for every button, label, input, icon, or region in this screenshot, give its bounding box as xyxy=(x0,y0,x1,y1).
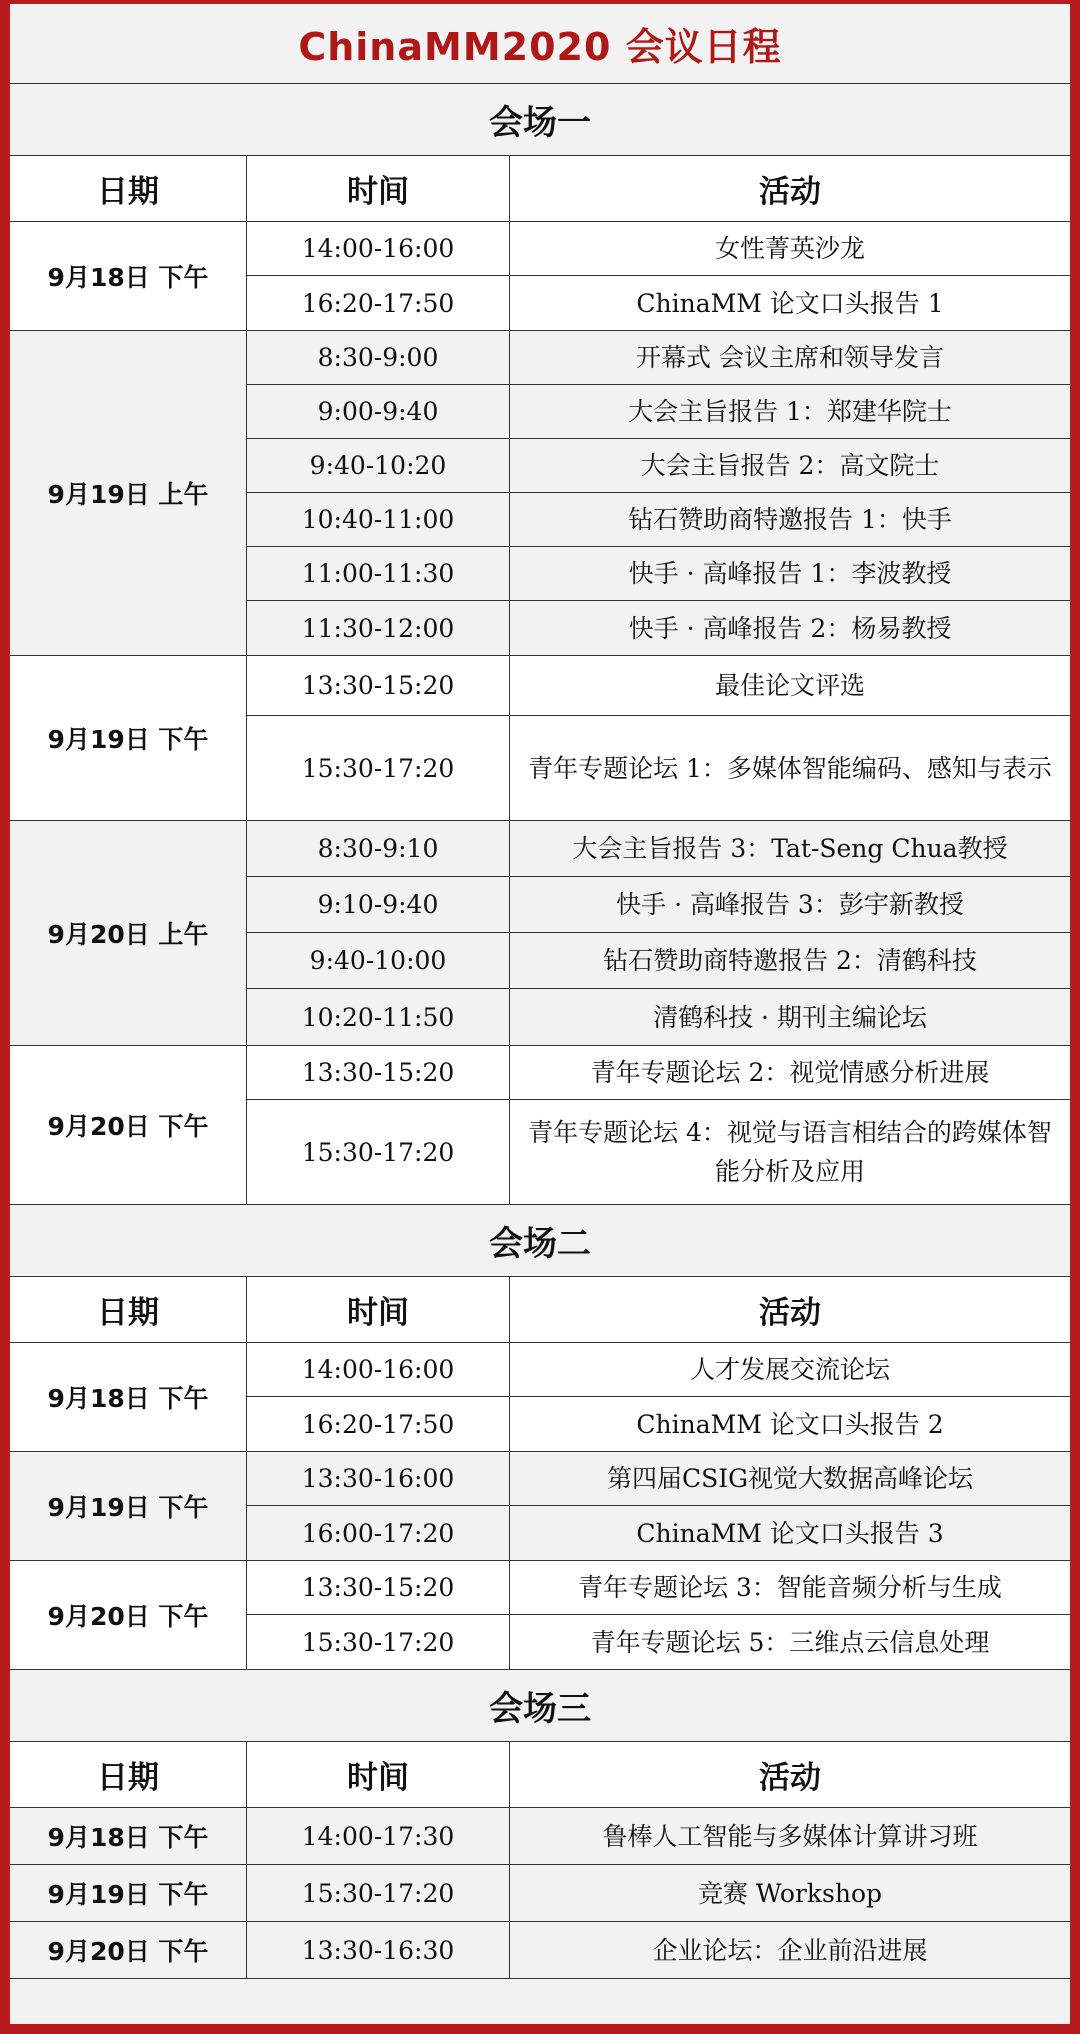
table-row xyxy=(247,656,1070,716)
session-time: 8:30-9:10 xyxy=(247,821,510,876)
table-header-row xyxy=(10,1742,1070,1808)
header-date: 日期 xyxy=(10,156,247,221)
header-time: 时间 xyxy=(247,1742,510,1807)
schedule-sheet xyxy=(10,4,1070,2023)
session-activity: 青年专题论坛 4：视觉与语言相结合的跨媒体智能分析及应用 xyxy=(528,1118,1052,1186)
table-row xyxy=(247,1343,1070,1397)
session-time: 13:30-16:00 xyxy=(247,1452,510,1505)
table-row xyxy=(247,821,1070,877)
table-row xyxy=(247,1397,1070,1451)
session-time: 11:00-11:30 xyxy=(247,547,510,600)
session-time: 14:00-16:00 xyxy=(247,1343,510,1396)
session-rows xyxy=(247,821,1070,1045)
table-row xyxy=(247,439,1070,493)
session-activity: 青年专题论坛 3：智能音频分析与生成 xyxy=(578,1573,1002,1602)
session-activity: 青年专题论坛 5：三维点云信息处理 xyxy=(590,1627,990,1657)
date-group xyxy=(10,656,1070,821)
session-rows xyxy=(247,1865,1070,1921)
session-rows xyxy=(247,656,1070,820)
table-row xyxy=(247,1561,1070,1615)
date-group xyxy=(10,1046,1070,1205)
table-row xyxy=(247,1808,1070,1864)
table-row xyxy=(247,1046,1070,1100)
venue-heading: 会场三 xyxy=(10,1670,1070,1742)
table-row xyxy=(247,1506,1070,1560)
session-date: 9月18日 下午 xyxy=(10,1343,247,1451)
session-activity: 清鹤科技 · 期刊主编论坛 xyxy=(653,1002,927,1032)
table-row xyxy=(247,989,1070,1045)
session-activity: 女性菁英沙龙 xyxy=(714,234,865,263)
session-activity: 大会主旨报告 3：Tat-Seng Chua教授 xyxy=(572,834,1008,863)
header-date: 日期 xyxy=(10,1277,247,1342)
session-rows xyxy=(247,1343,1070,1451)
session-time: 15:30-17:20 xyxy=(247,716,510,820)
session-activity: 开幕式 会议主席和领导发言 xyxy=(636,343,944,372)
session-rows xyxy=(247,1808,1070,1864)
session-date: 9月19日 下午 xyxy=(10,1865,247,1921)
date-group xyxy=(10,1865,1070,1922)
table-header-row xyxy=(10,1277,1070,1343)
date-group xyxy=(10,1808,1070,1865)
venues-container xyxy=(10,84,1070,1979)
session-time: 10:20-11:50 xyxy=(247,989,510,1045)
date-group xyxy=(10,331,1070,656)
footer-gap xyxy=(10,1979,1070,2023)
table-row xyxy=(247,276,1070,330)
session-time: 14:00-17:30 xyxy=(247,1808,510,1864)
session-activity: 青年专题论坛 1：多媒体智能编码、感知与表示 xyxy=(528,753,1052,783)
session-activity: 第四届CSIG视觉大数据高峰论坛 xyxy=(606,1464,974,1493)
session-time: 10:40-11:00 xyxy=(247,493,510,546)
date-group xyxy=(10,821,1070,1046)
table-row xyxy=(247,1452,1070,1506)
session-rows xyxy=(247,1561,1070,1669)
header-activity: 活动 xyxy=(759,1295,821,1331)
session-time: 11:30-12:00 xyxy=(247,601,510,655)
table-row xyxy=(247,1100,1070,1204)
table-row xyxy=(247,1922,1070,1978)
header-date: 日期 xyxy=(10,1742,247,1807)
header-activity: 活动 xyxy=(759,1760,821,1796)
session-activity: 竞赛 Workshop xyxy=(697,1878,883,1908)
date-group xyxy=(10,1343,1070,1452)
session-date: 9月20日 下午 xyxy=(10,1561,247,1669)
session-activity: 快手 · 高峰报告 3：彭宇新教授 xyxy=(616,890,964,919)
table-row xyxy=(247,331,1070,385)
session-activity: 企业论坛：企业前沿进展 xyxy=(652,1935,928,1965)
session-rows xyxy=(247,222,1070,330)
table-row xyxy=(247,547,1070,601)
session-activity: ChinaMM 论文口头报告 1 xyxy=(636,288,944,318)
session-activity: 大会主旨报告 1：郑建华院士 xyxy=(628,397,952,426)
session-activity: 人才发展交流论坛 xyxy=(689,1355,890,1384)
session-date: 9月18日 下午 xyxy=(10,1808,247,1864)
session-activity: 快手 · 高峰报告 1：李波教授 xyxy=(628,559,952,588)
session-rows xyxy=(247,331,1070,655)
session-time: 9:10-9:40 xyxy=(247,877,510,932)
session-activity: 大会主旨报告 2：高文院士 xyxy=(640,451,940,480)
date-group xyxy=(10,1452,1070,1561)
session-rows xyxy=(247,1046,1070,1204)
session-activity: 鲁棒人工智能与多媒体计算讲习班 xyxy=(602,1821,978,1851)
table-row xyxy=(247,1865,1070,1921)
session-date: 9月20日 上午 xyxy=(10,821,247,1045)
session-activity: 钻石赞助商特邀报告 2：清鹤科技 xyxy=(603,946,977,975)
session-time: 14:00-16:00 xyxy=(247,222,510,275)
session-time: 9:40-10:20 xyxy=(247,439,510,492)
session-time: 16:20-17:50 xyxy=(247,276,510,330)
session-date: 9月20日 下午 xyxy=(10,1922,247,1978)
date-group xyxy=(10,1561,1070,1670)
table-row xyxy=(247,385,1070,439)
session-time: 13:30-15:20 xyxy=(247,1046,510,1099)
table-row xyxy=(247,933,1070,989)
session-date: 9月19日 上午 xyxy=(10,331,247,655)
session-date: 9月20日 下午 xyxy=(10,1046,247,1204)
venue-heading: 会场二 xyxy=(10,1205,1070,1277)
session-time: 15:30-17:20 xyxy=(247,1615,510,1669)
table-row xyxy=(247,222,1070,276)
session-time: 8:30-9:00 xyxy=(247,331,510,384)
session-date: 9月19日 下午 xyxy=(10,656,247,820)
session-date: 9月18日 下午 xyxy=(10,222,247,330)
table-row xyxy=(247,716,1070,820)
session-time: 13:30-15:20 xyxy=(247,1561,510,1614)
table-row xyxy=(247,877,1070,933)
date-group xyxy=(10,222,1070,331)
header-time: 时间 xyxy=(247,156,510,221)
session-rows xyxy=(247,1922,1070,1978)
session-time: 16:20-17:50 xyxy=(247,1397,510,1451)
session-time: 15:30-17:20 xyxy=(247,1865,510,1921)
session-time: 9:00-9:40 xyxy=(247,385,510,438)
session-date: 9月19日 下午 xyxy=(10,1452,247,1560)
session-rows xyxy=(247,1452,1070,1560)
venue-heading: 会场一 xyxy=(10,84,1070,156)
table-row xyxy=(247,493,1070,547)
table-header-row xyxy=(10,156,1070,222)
session-time: 9:40-10:00 xyxy=(247,933,510,988)
session-time: 16:00-17:20 xyxy=(247,1506,510,1560)
session-activity: ChinaMM 论文口头报告 3 xyxy=(636,1518,944,1548)
table-row xyxy=(247,601,1070,655)
session-activity: 青年专题论坛 2：视觉情感分析进展 xyxy=(590,1058,990,1087)
date-group xyxy=(10,1922,1070,1979)
session-activity: 快手 · 高峰报告 2：杨易教授 xyxy=(628,613,952,643)
header-activity: 活动 xyxy=(759,174,821,210)
session-time: 13:30-16:30 xyxy=(247,1922,510,1978)
session-activity: 最佳论文评选 xyxy=(714,671,865,700)
session-activity: 钻石赞助商特邀报告 1：快手 xyxy=(628,505,952,534)
schedule-title: ChinaMM2020 会议日程 xyxy=(10,4,1070,84)
table-row xyxy=(247,1615,1070,1669)
session-activity: ChinaMM 论文口头报告 2 xyxy=(636,1409,944,1439)
session-time: 15:30-17:20 xyxy=(247,1100,510,1204)
session-time: 13:30-15:20 xyxy=(247,656,510,715)
header-time: 时间 xyxy=(247,1277,510,1342)
